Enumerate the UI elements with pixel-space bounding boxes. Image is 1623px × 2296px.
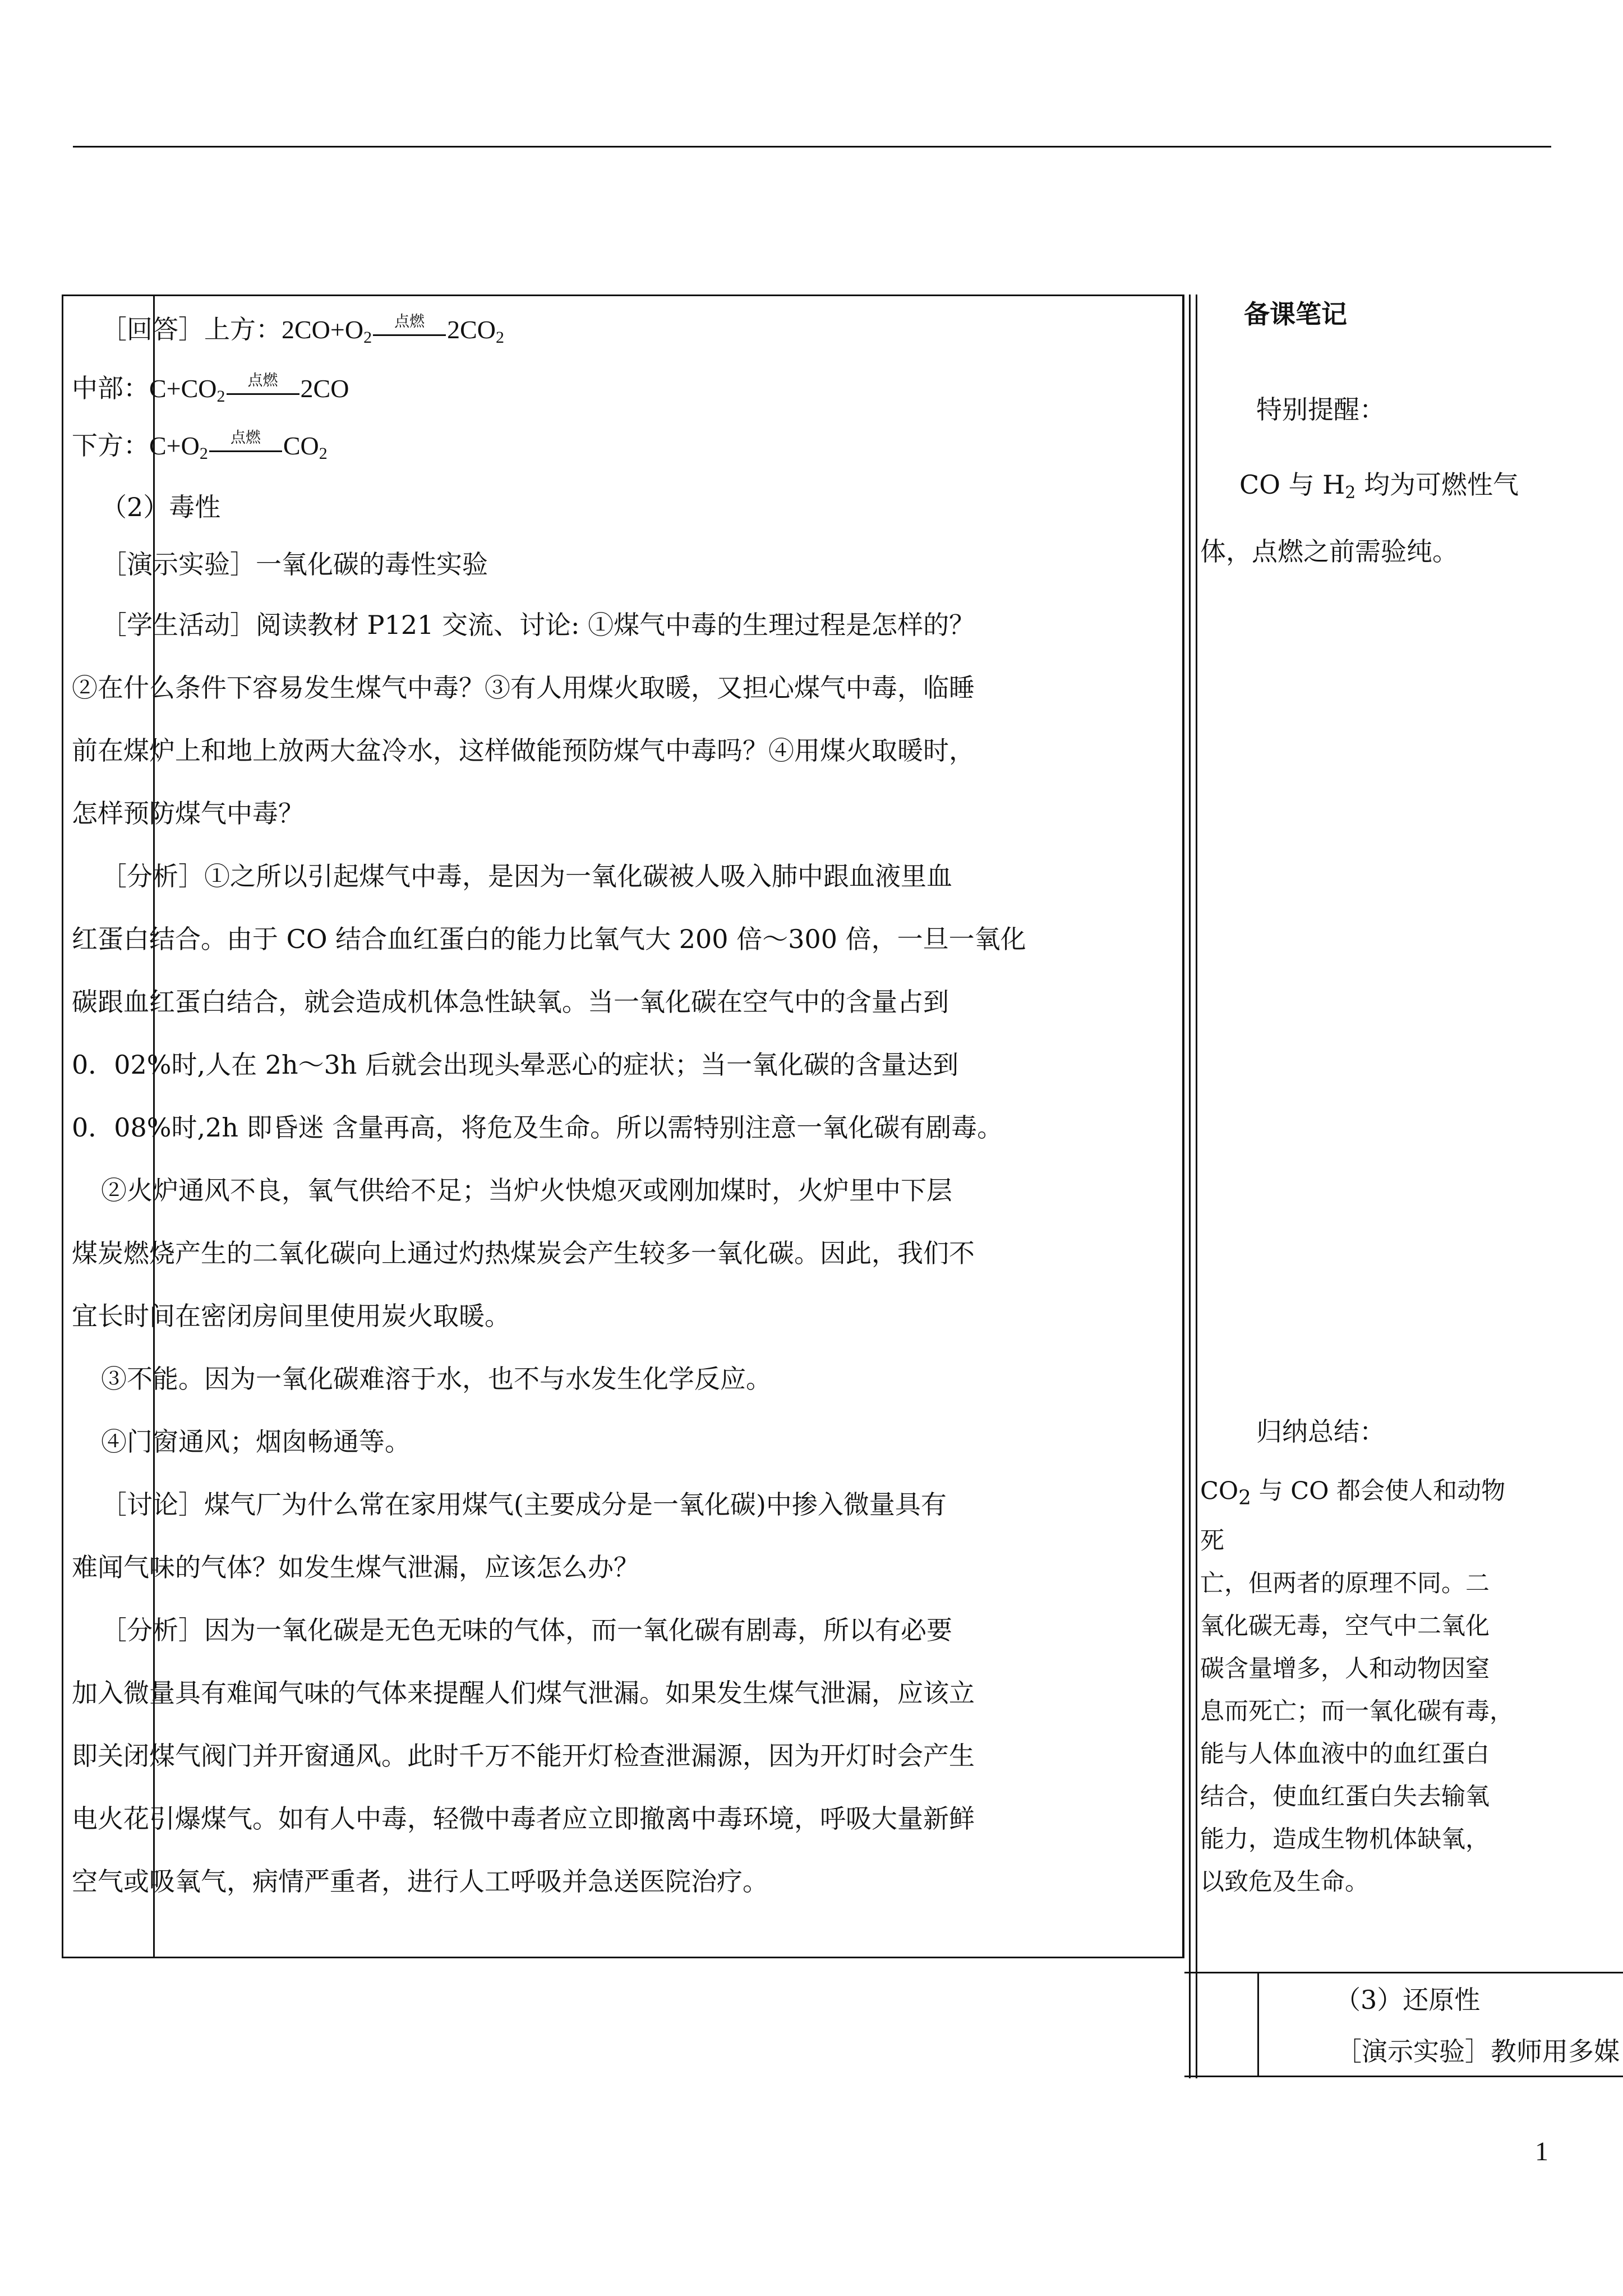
notes-title: 备课笔记 <box>1244 299 1347 329</box>
next-table-top <box>1184 1972 1623 1973</box>
analysis-line: 0．02%时,人在 2h～3h 后就会出现头晕恶心的症状；当一氧化碳的含量达到 <box>72 1050 959 1080</box>
summary-line: 以致危及生命。 <box>1200 1867 1369 1896</box>
equation-top: $2CO+O_2$ 点燃 $2CO_2$ <box>282 313 504 347</box>
analysis-line: 电火花引爆煤气。如有人中毒，轻微中毒者应立即撤离中毒环境，呼吸大量新鲜 <box>72 1803 975 1834</box>
analysis-line: 碳跟血红蛋白结合，就会造成机体急性缺氧。当一氧化碳在空气中的含量占到 <box>72 987 949 1017</box>
reminder-text <box>1200 455 1537 581</box>
analysis-line: ③不能。因为一氧化碳难溶于水，也不与水发生化学反应。 <box>101 1364 772 1394</box>
summary-line: 碳含量增多，人和动物因窒 <box>1200 1654 1490 1683</box>
summary-line: 氧化碳无毒，空气中二氧化 <box>1200 1612 1490 1640</box>
table-border-bottom <box>62 1957 1184 1958</box>
answer-label: ［回答］上方： <box>101 315 282 344</box>
analysis-line: ②火炉通风不良，氧气供给不足；当炉火快熄灭或刚加煤时，火炉里中下层 <box>101 1175 952 1205</box>
summary-line: 亡，但两者的原理不同。二 <box>1200 1569 1490 1598</box>
activity-line: 前在煤炉上和地上放两大盆冷水，这样做能预防煤气中毒吗？④用煤火取暖时， <box>72 735 975 766</box>
analysis-line: ④门窗通风；烟囱畅通等。 <box>101 1427 411 1457</box>
analysis-line: 加入微量具有难闻气味的气体来提醒人们煤气泄漏。如果发生煤气泄漏，应该立 <box>72 1678 975 1708</box>
toxicity-heading: （2）毒性 <box>101 492 221 522</box>
notes-border-b <box>1196 295 1197 2078</box>
middle-line <box>72 365 1171 421</box>
lower-label: 下方： <box>72 431 149 460</box>
activity-line: 怎样预防煤气中毒？ <box>72 798 304 829</box>
summary-line: 能与人体血液中的血红蛋白 <box>1200 1740 1490 1768</box>
equation-middle: $C+CO_2$ 点燃 2CO <box>149 372 349 406</box>
summary-line: 息而死亡；而一氧化碳有毒， <box>1200 1697 1514 1726</box>
notes-border-a <box>1189 295 1191 2078</box>
summary-line: 能力，造成生物机体缺氧， <box>1200 1825 1490 1853</box>
middle-label: 中部： <box>72 374 149 403</box>
lesson-content <box>72 303 1171 1913</box>
reminder-line: 体，点燃之前需验纯。 <box>1200 536 1458 567</box>
analysis-line: ［分析］①之所以引起煤气中毒，是因为一氧化碳被人吸入肺中跟血液里血 <box>101 861 952 891</box>
discussion-line: 难闻气味的气体？如发生煤气泄漏，应该怎么办？ <box>72 1552 639 1582</box>
analysis-line: 0．08%时,2h 即昏迷 含量再高，将危及生命。所以需特别注意一氧化碳有剧毒。 <box>72 1112 1003 1143</box>
next-table-bottom <box>1184 2076 1623 2077</box>
lower-line <box>72 421 1171 479</box>
summary-line: 结合，使血红蛋白失去输氧 <box>1200 1782 1490 1811</box>
table-border-right <box>1182 295 1184 1958</box>
next-table-divider <box>1257 1972 1259 2077</box>
reminder-title: 特别提醒： <box>1256 394 1385 425</box>
analysis-line: ［分析］因为一氧化碳是无色无味的气体，而一氧化碳有剧毒，所以有必要 <box>101 1615 952 1645</box>
summary-title: 归纳总结： <box>1256 1416 1385 1447</box>
reaction-arrow: 点燃 <box>373 321 446 343</box>
analysis-line: 煤炭燃烧产生的二氧化碳向上通过灼热煤炭会产生较多一氧化碳。因此，我们不 <box>72 1238 975 1268</box>
demo-experiment: ［演示实验］一氧化碳的毒性实验 <box>101 549 488 579</box>
summary-text <box>1200 1470 1514 1903</box>
answer-line <box>72 303 1171 365</box>
reminder-line: CO 与 $H_2$ 均为可燃性气 <box>1239 470 1519 503</box>
page-number: 1 <box>1535 2137 1548 2166</box>
reaction-arrow: 点燃 <box>209 437 282 459</box>
header-rule <box>73 146 1551 148</box>
activity-line: ［学生活动］阅读教材 P121 交流、讨论: ①煤气中毒的生理过程是怎样的？ <box>101 610 975 640</box>
analysis-line: 宜长时间在密闭房间里使用炭火取暖。 <box>72 1301 510 1331</box>
next-demo-partial: ［演示实验］教师用多媒 <box>1336 2036 1620 2067</box>
analysis-line: 即关闭煤气阀门并开窗通风。此时千万不能开灯检查泄漏源，因为开灯时会产生 <box>72 1741 975 1771</box>
next-heading: （3）还原性 <box>1335 1985 1481 2015</box>
table-border-top <box>62 295 1184 296</box>
analysis-line: 空气或吸氧气，病情严重者，进行人工呼吸并急送医院治疗。 <box>72 1866 768 1897</box>
discussion-line: ［讨论］煤气厂为什么常在家用煤气(主要成分是一氧化碳)中掺入微量具有 <box>101 1489 947 1520</box>
summary-line: $CO_2$ 与 CO 都会使人和动物死 <box>1200 1477 1506 1555</box>
table-border-left <box>62 295 63 1958</box>
reaction-arrow: 点燃 <box>227 380 299 402</box>
activity-line: ②在什么条件下容易发生煤气中毒？③有人用煤火取暖，又担心煤气中毒，临睡 <box>72 673 975 703</box>
analysis-line: 红蛋白结合。由于 CO 结合血红蛋白的能力比氧气大 200 倍～300 倍，一旦一氧化 <box>72 924 1026 954</box>
equation-lower: $C+O_2$ 点燃 $CO_2$ <box>149 429 328 463</box>
